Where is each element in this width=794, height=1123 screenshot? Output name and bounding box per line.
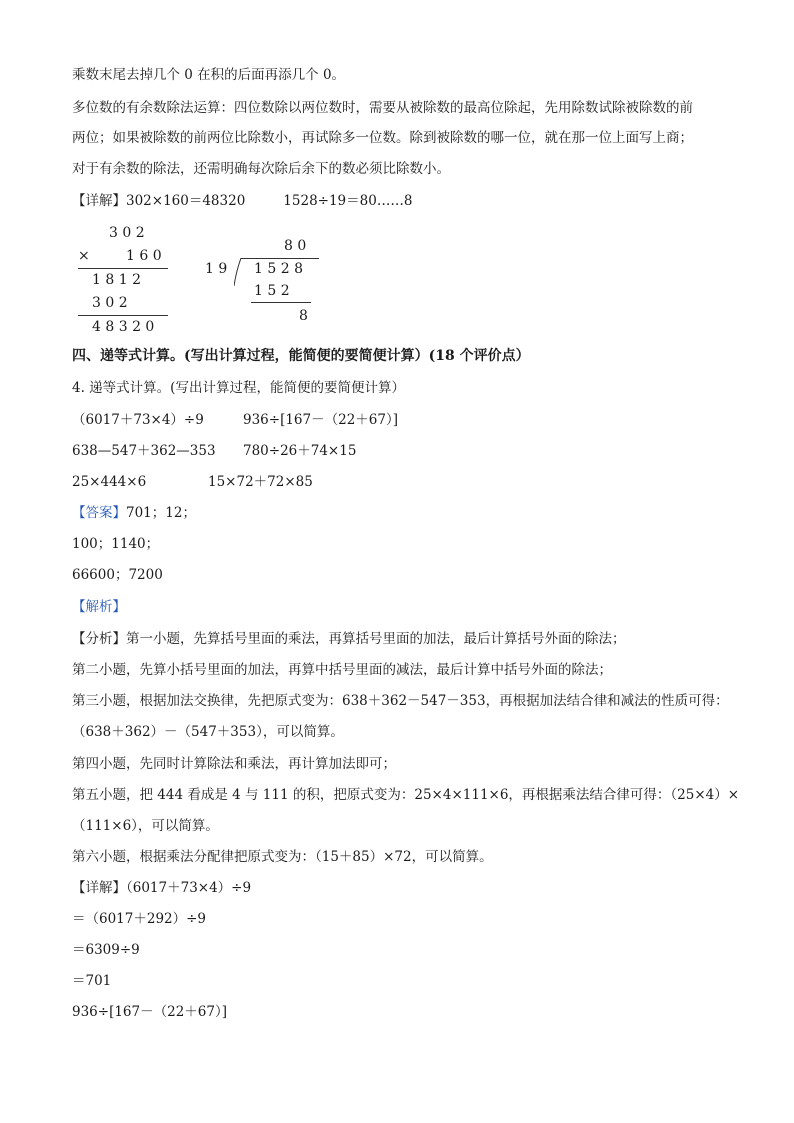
question-label: 4. 递等式计算。(写出计算过程，能简便的要简便计算） bbox=[72, 380, 405, 396]
fenxi-text-1: 第一小题，先算括号里面的乘法，再算括号里面的加法，最后计算括号外面的除法； bbox=[126, 631, 626, 647]
expr-5: 25×444×6 bbox=[72, 474, 147, 490]
intro-line-3: 两位；如果被除数的前两位比除数小，再试除多一位数。除到被除数的哪一位，就在那一位上面写上商； bbox=[72, 130, 693, 146]
mult-row-5: 4 8 3 2 0 bbox=[92, 319, 155, 335]
expr-3: 638—547＋362—353 bbox=[72, 443, 216, 459]
expr-1: （6017＋73×4）÷9 bbox=[72, 412, 204, 428]
section-heading: 四、递等式计算。(写出计算过程，能简便的要简便计算）(18 个评价点） bbox=[72, 348, 530, 364]
div-dividend: 1 5 2 8 bbox=[254, 261, 303, 277]
fenxi-line-2: 第二小题，先算小括号里面的加法，再算中括号里面的减法，最后计算中括号外面的除法； bbox=[72, 662, 612, 678]
fenxi-line-5b: （111×6），可以简算。 bbox=[72, 818, 219, 834]
div-top-rule bbox=[241, 258, 319, 259]
analysis-label: 【解析】 bbox=[72, 599, 126, 615]
fenxi-line-5: 第五小题，把 444 看成是 4 与 111 的积，把原式变为：25×4×111×6，再根据乘法结合律可得：（25×4）× bbox=[72, 787, 740, 803]
mult-rule-2 bbox=[78, 315, 168, 316]
mult-row-4: 3 0 2 bbox=[92, 295, 128, 311]
intro-line-4: 对于有余数的除法，还需明确每次除后余下的数必须比除数小。 bbox=[72, 161, 450, 177]
expr-2: 936÷[167－（22＋67）] bbox=[243, 412, 398, 428]
division-bracket bbox=[234, 258, 244, 288]
detail-label: 【详解】 bbox=[72, 193, 126, 209]
step-2: ＝（6017＋292）÷9 bbox=[72, 911, 207, 927]
fenxi-line-6: 第六小题，根据乘法分配律把原式变为：（15＋85）×72，可以简算。 bbox=[72, 849, 493, 865]
div-divisor: 1 9 bbox=[205, 261, 228, 277]
expr-6: 15×72＋72×85 bbox=[208, 474, 313, 490]
mult-row-1: 3 0 2 bbox=[109, 225, 145, 241]
xiangjie-label: 【详解】 bbox=[72, 880, 126, 896]
intro-line-1: 乘数末尾去掉几个 0 在积的后面再添几个 0。 bbox=[72, 67, 346, 83]
detail-mult-result: 302×160＝48320 bbox=[126, 193, 246, 209]
step-1: （6017＋73×4）÷9 bbox=[126, 880, 252, 896]
answer-1: 701；12； bbox=[126, 505, 196, 521]
fenxi-line-3: 第三小题，根据加法交换律，先把原式变为：638＋362－547－353，再根据加法结合律和减法的性质可得： bbox=[72, 693, 729, 709]
mult-rule-1 bbox=[78, 268, 168, 269]
detail-line bbox=[72, 192, 412, 210]
div-bottom-rule bbox=[251, 302, 311, 303]
detail-div-result: 1528÷19＝80……8 bbox=[283, 193, 413, 209]
answer-2: 100；1140； bbox=[72, 536, 160, 552]
div-remainder: 8 bbox=[299, 308, 308, 324]
answer-line-1 bbox=[72, 504, 196, 522]
answer-label: 【答案】 bbox=[72, 505, 126, 521]
fenxi-line-3b: （638＋362）－（547＋353），可以简算。 bbox=[72, 724, 344, 740]
div-quotient: 8 0 bbox=[284, 238, 307, 254]
answer-3: 66600；7200 bbox=[72, 567, 163, 583]
div-product: 1 5 2 bbox=[254, 283, 290, 299]
expr-4: 780÷26＋74×15 bbox=[243, 443, 357, 459]
mult-row-2: 1 6 0 bbox=[126, 248, 162, 264]
fenxi-line-1 bbox=[72, 630, 626, 648]
times-sign: × bbox=[78, 248, 90, 264]
step-4: ＝701 bbox=[72, 973, 112, 989]
step-5: 936÷[167－（22＋67）] bbox=[72, 1004, 227, 1020]
fenxi-label: 【分析】 bbox=[72, 631, 126, 647]
xiangjie-line bbox=[72, 879, 251, 897]
mult-row-3: 1 8 1 2 bbox=[92, 272, 141, 288]
intro-line-2: 多位数的有余数除法运算：四位数除以两位数时，需要从被除数的最高位除起，先用除数试除被除数的前 bbox=[72, 100, 693, 116]
step-3: ＝6309÷9 bbox=[72, 942, 140, 958]
fenxi-line-4: 第四小题，先同时计算除法和乘法，再计算加法即可； bbox=[72, 756, 396, 772]
